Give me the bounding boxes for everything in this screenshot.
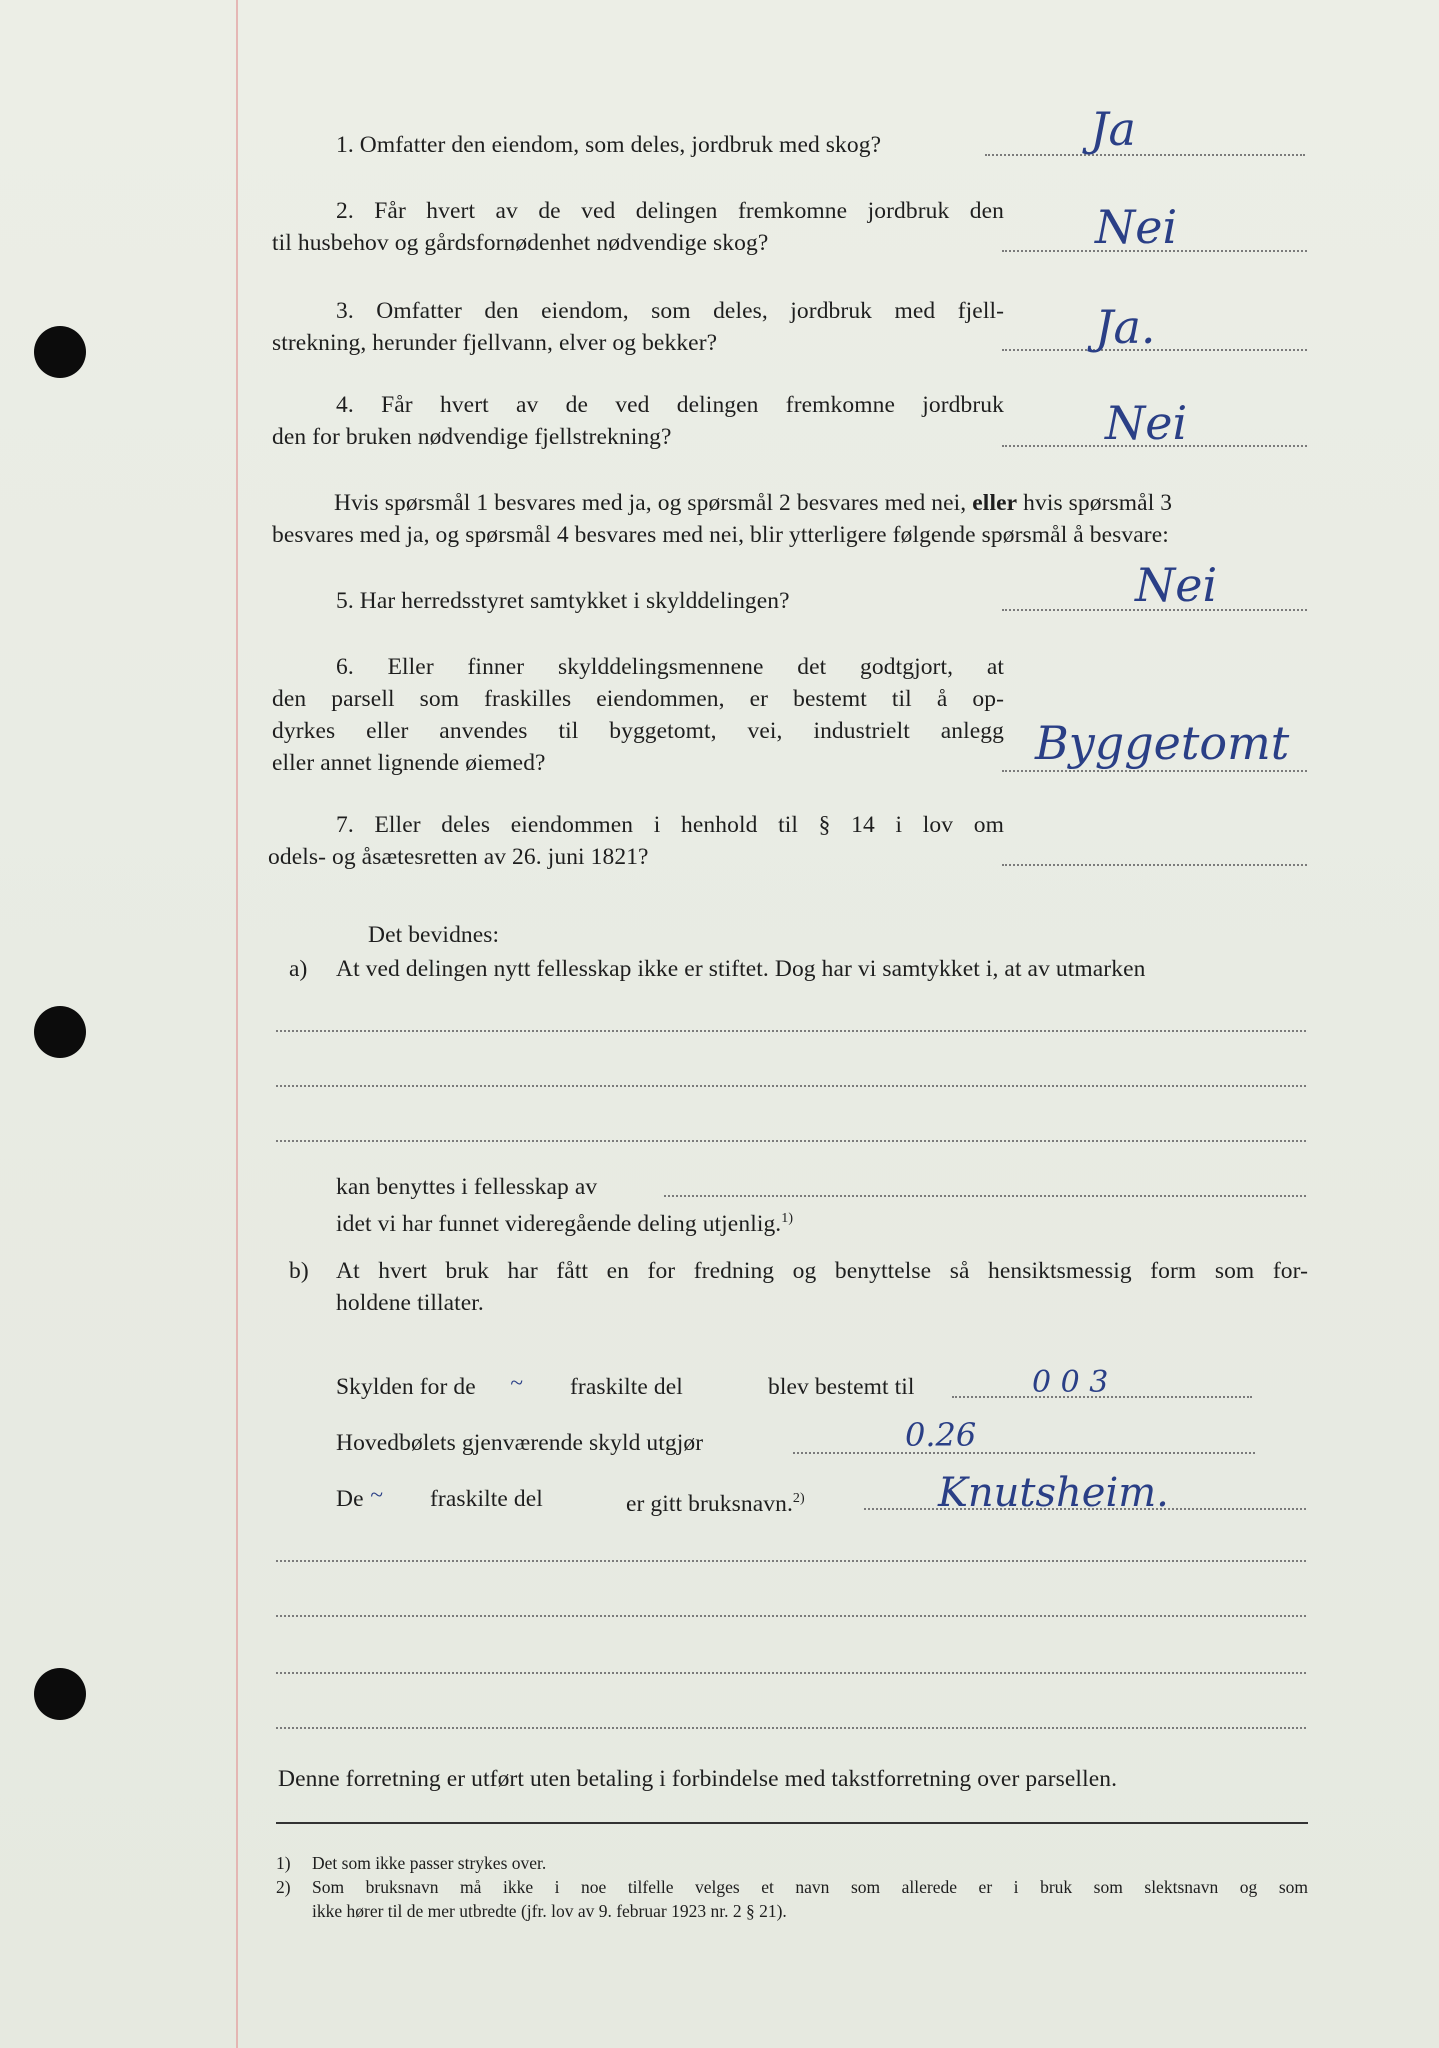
footnote-rule	[276, 1822, 1308, 1824]
shared-reason-text: idet vi har funnet videregående deling utjenlig.$^{1)}$	[336, 1210, 794, 1237]
attest-a-text: At ved delingen nytt fellesskap ikke er stiftet. Dog har vi samtykket i, at av utmarken	[336, 956, 1146, 982]
question-6-line-2: den parsell som fraskilles eiendommen, er bestemt til å op-	[272, 686, 1004, 712]
condition-line-1: Hvis spørsmål 1 besvares med ja, og spørsmål 2 besvares med nei, eller hvis spørsmål 3	[334, 490, 1173, 516]
question-6-line-3: dyrkes eller anvendes til byggetomt, vei, industrielt anlegg	[272, 718, 1004, 744]
answer-line-6	[1002, 770, 1307, 772]
answer-2: Nei	[1095, 200, 1178, 254]
navn-w2: fraskilte del	[430, 1486, 543, 1512]
attest-b-label: b)	[289, 1258, 309, 1284]
question-7-line-2: odels- og åsætesretten av 26. juni 1821?	[268, 844, 649, 870]
footnote-2-mark: 2)	[276, 1877, 291, 1897]
answer-line-1	[985, 154, 1305, 156]
answer-line-7	[1002, 864, 1307, 866]
navn-w1: De	[336, 1486, 364, 1512]
condition-line-2: besvares med ja, og spørsmål 4 besvares med nei, blir ytterligere følgende spørsmål å besvare:	[272, 522, 1169, 548]
skyld-w1: Skylden for de	[336, 1374, 476, 1400]
answer-6: Byggetomt	[1035, 716, 1290, 770]
answer-4: Nei	[1105, 396, 1188, 450]
footnote-1: Det som ikke passer strykes over.	[312, 1853, 547, 1873]
attest-a-label: a)	[289, 956, 308, 982]
skyld-w2: fraskilte del	[570, 1374, 683, 1400]
question-1: 1. Omfatter den eiendom, som deles, jordbruk med skog?	[336, 132, 882, 158]
navn-w3: er gitt bruksnavn.$^{2)}$	[626, 1490, 805, 1517]
skyld-w3: blev bestemt til	[768, 1374, 915, 1400]
question-2-line-1: 2. Får hvert av de ved delingen fremkomne jordbruk den	[336, 198, 1004, 224]
attest-line-2	[276, 1085, 1306, 1087]
question-2-line-2: til husbehov og gårdsfornødenhet nødvendige skog?	[272, 230, 769, 256]
margin-line	[236, 0, 238, 2048]
hoved-line	[793, 1452, 1255, 1454]
answer-5: Nei	[1135, 558, 1218, 612]
hoved-text: Hovedbølets gjenværende skyld utgjør	[336, 1430, 704, 1456]
footnote-1-mark: 1)	[276, 1853, 291, 1873]
footnote-2-line-1: Som bruksnavn må ikke i noe tilfelle velges et navn som allerede er i bruk som slektsnavn og som	[312, 1877, 1308, 1897]
footnote-2-line-2: ikke hører til de mer utbredte (jfr. lov av 9. februar 1923 nr. 2 § 21).	[312, 1901, 787, 1921]
punch-hole	[34, 326, 86, 378]
blank-line-4	[276, 1727, 1306, 1729]
question-7-line-1: 7. Eller deles eiendommen i henhold til § 14 i lov om	[336, 812, 1004, 838]
skyld-strike: ~	[510, 1370, 523, 1396]
attest-b-line-1: At hvert bruk har fått en for fredning og benyttelse så hensiktsmessig form som for-	[336, 1258, 1308, 1284]
punch-hole	[34, 1668, 86, 1720]
answer-1: Ja	[1090, 102, 1136, 156]
skyld-value: 0 0 3	[1032, 1365, 1109, 1400]
shared-use-text: kan benyttes i fellesskap av	[336, 1174, 598, 1200]
navn-strike: ~	[370, 1482, 383, 1508]
attest-line-3	[276, 1140, 1306, 1142]
hoved-value: 0.26	[905, 1416, 977, 1454]
navn-value: Knutsheim.	[938, 1470, 1169, 1516]
question-4-line-1: 4. Får hvert av de ved delingen fremkomne jordbruk	[336, 392, 1004, 418]
shared-use-line	[664, 1195, 1306, 1197]
attest-b-line-2: holdene tillater.	[336, 1290, 484, 1316]
question-4-line-2: den for bruken nødvendige fjellstrekning?	[272, 424, 672, 450]
answer-3: Ja.	[1095, 300, 1156, 354]
closing-statement: Denne forretning er utført uten betaling i forbindelse med takstforretning over parsellen.	[278, 1766, 1118, 1792]
blank-line-2	[276, 1615, 1306, 1617]
punch-hole	[34, 1006, 86, 1058]
attest-heading: Det bevidnes:	[368, 922, 500, 948]
blank-line-1	[276, 1560, 1306, 1562]
attest-line-1	[276, 1030, 1306, 1032]
question-6-line-4: eller annet lignende øiemed?	[272, 750, 546, 776]
question-3-line-1: 3. Omfatter den eiendom, som deles, jordbruk med fjell-	[336, 298, 1004, 324]
question-5: 5. Har herredsstyret samtykket i skylddelingen?	[336, 588, 790, 614]
blank-line-3	[276, 1672, 1306, 1674]
question-6-line-1: 6. Eller finner skylddelingsmennene det godtgjort, at	[336, 654, 1004, 680]
question-3-line-2: strekning, herunder fjellvann, elver og bekker?	[272, 330, 718, 356]
